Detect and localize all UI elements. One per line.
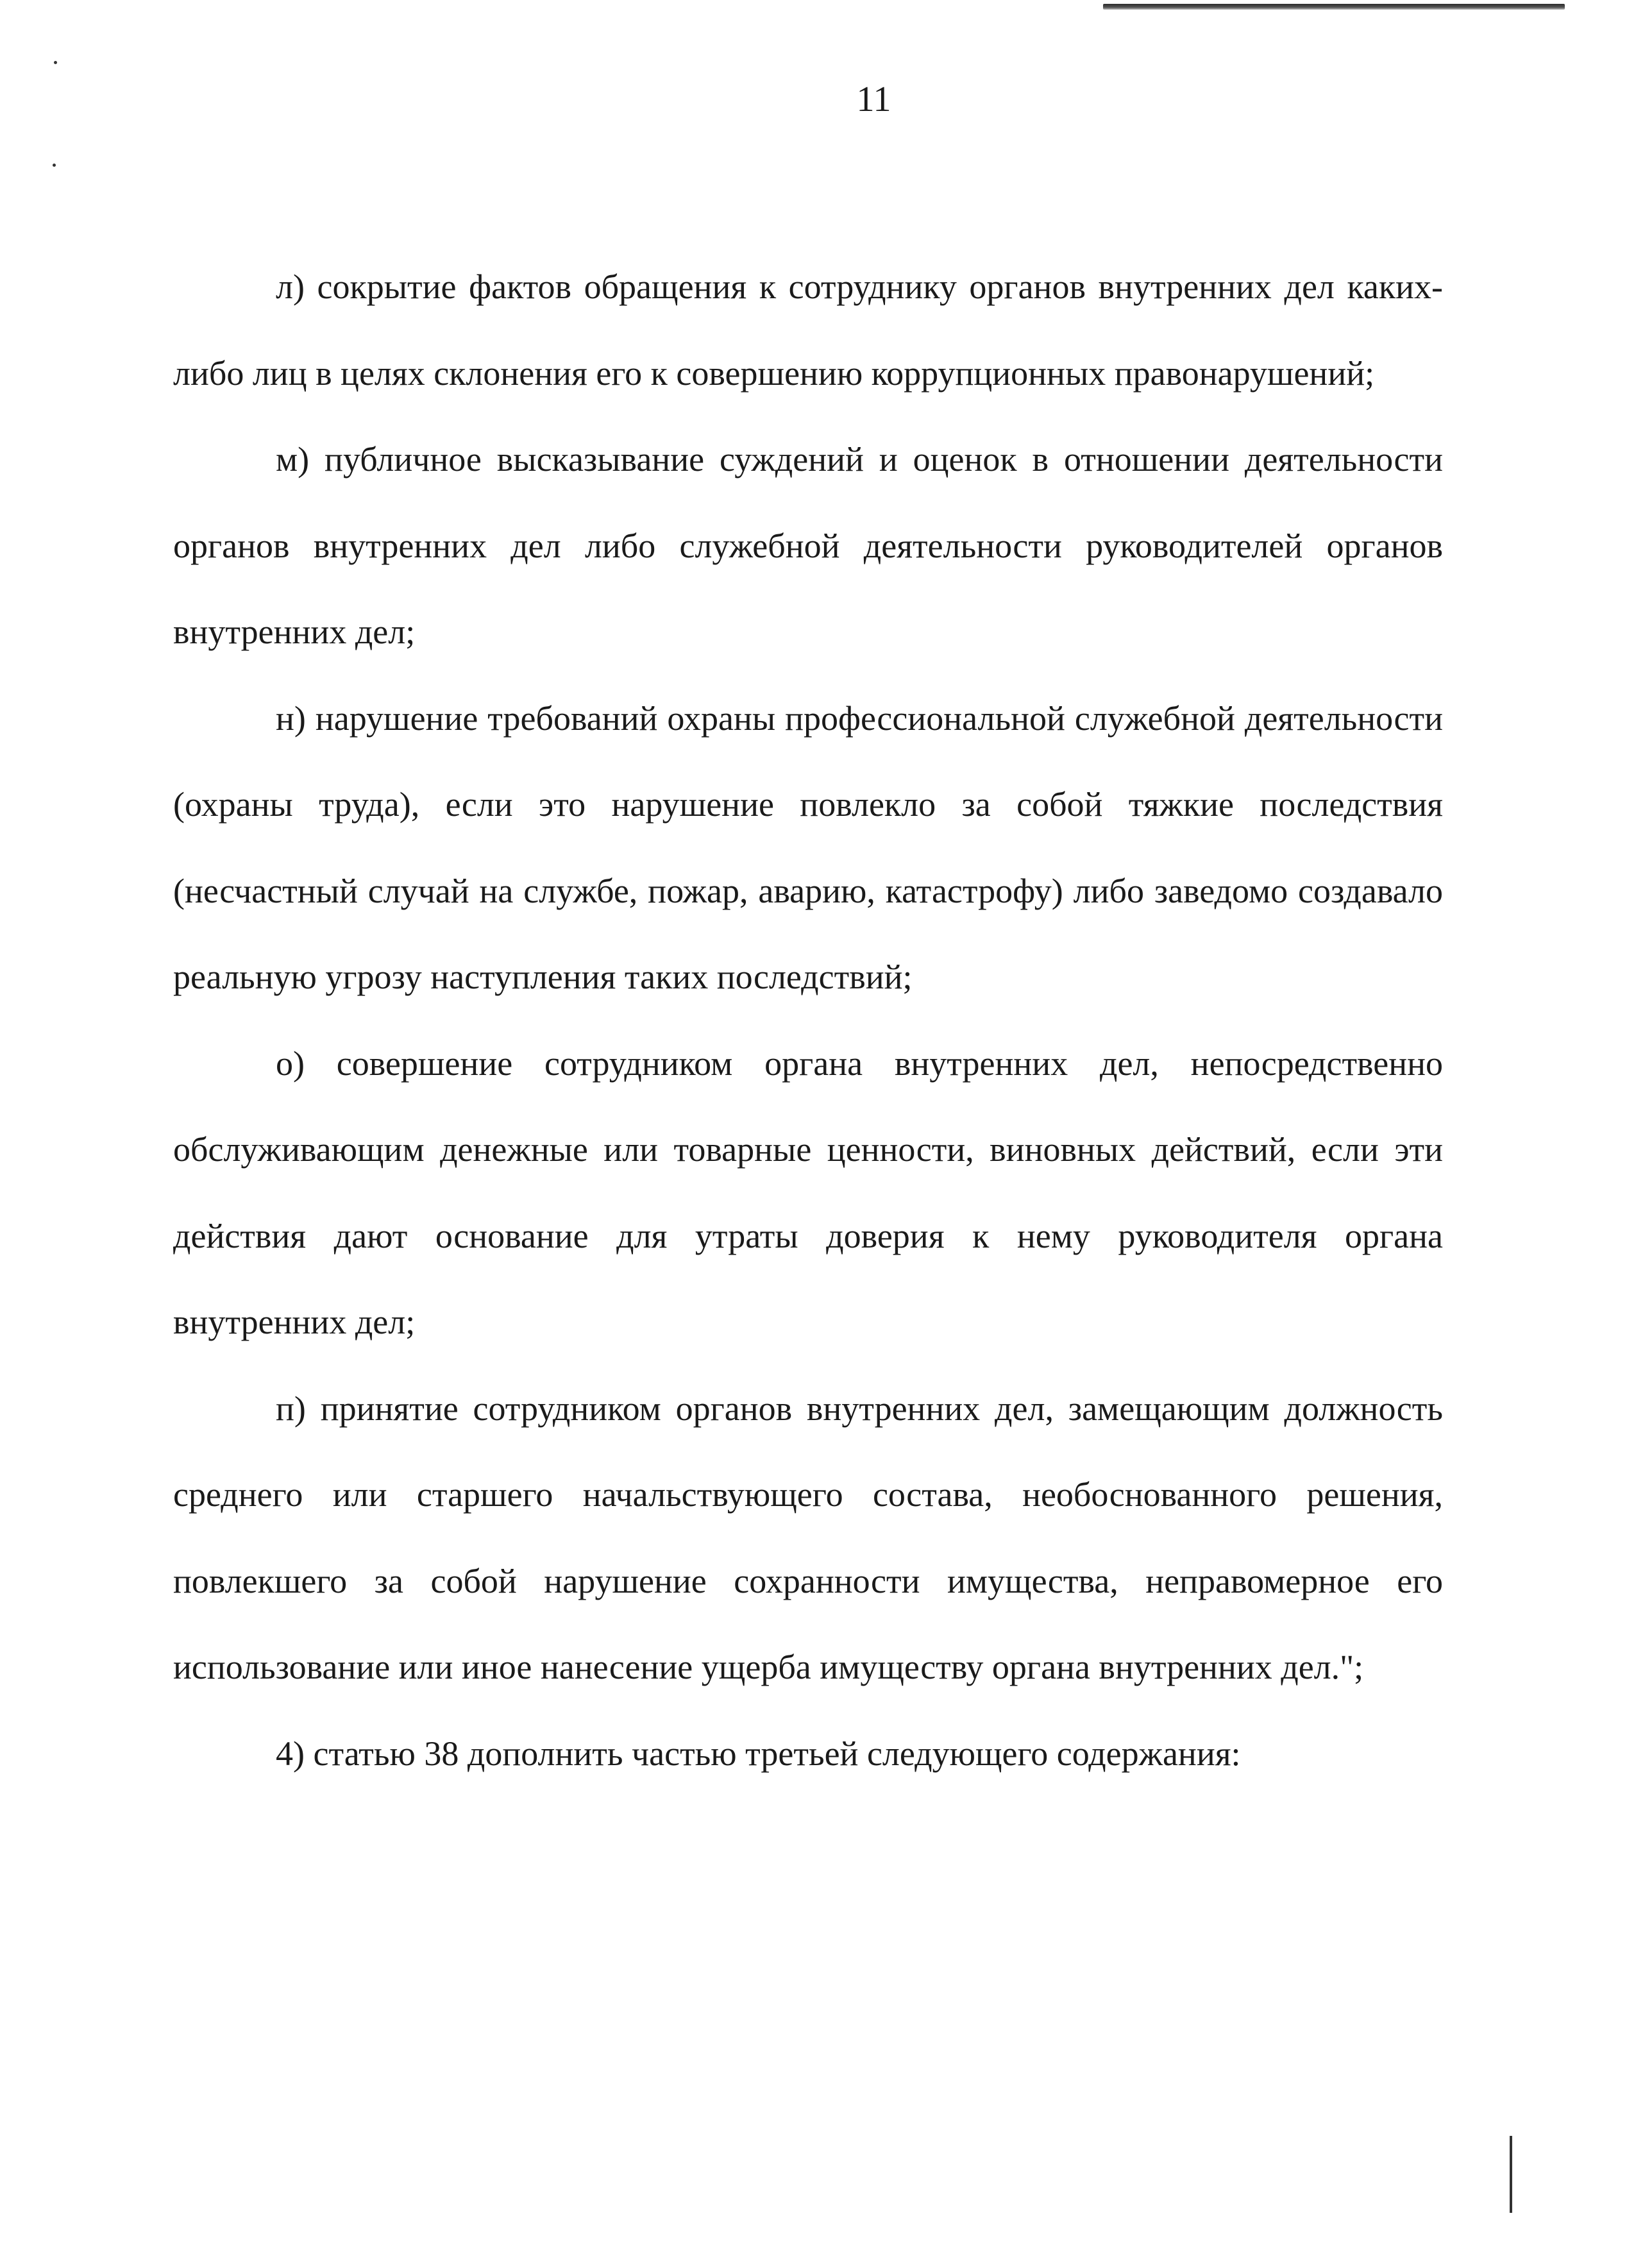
scan-speck bbox=[54, 61, 57, 64]
scan-edge-right bbox=[1510, 2136, 1512, 2213]
paragraph-n: н) нарушение требований охраны профессиональной служебной деятельности (охраны труда), если это нарушение повлекло за собой тяжкие последствия (несчастный случай на службе, пожар, аварию, катастрофу) либо заведомо создавало реальную угрозу наступления таких последствий; bbox=[173, 698, 1443, 996]
scan-edge-top bbox=[1103, 4, 1565, 10]
paragraph-p: п) принятие сотрудником органов внутренних дел, замещающим должность среднего или старшего начальствующего состава, необоснованного решения, повлекшего за собой нарушение сохранности имущества, неправомерное его использование или иное нанесение ущерба имуществу органа внутренних дел."; bbox=[173, 1389, 1443, 1686]
scan-speck bbox=[53, 164, 56, 167]
page-number: 11 bbox=[856, 80, 891, 119]
paragraph-l: л) сокрытие фактов обращения к сотруднику органов внутренних дел каких-либо лиц в целях склонения его к совершению коррупционных правонарушений; bbox=[173, 267, 1443, 393]
paragraph-4: 4) статью 38 дополнить частью третьей следующего содержания: bbox=[276, 1734, 1241, 1773]
paragraph-o: о) совершение сотрудником органа внутренних дел, непосредственно обслуживающим денежные или товарные ценности, виновных действий, если эти действия дают основание для утраты доверия к нему руководителя органа внутренних дел; bbox=[173, 1044, 1443, 1341]
document-body bbox=[173, 244, 1443, 1797]
paragraph-m: м) публичное высказывание суждений и оценок в отношении деятельности органов внутренних дел либо служебной деятельности руководителей органов внутренних дел; bbox=[173, 440, 1443, 651]
